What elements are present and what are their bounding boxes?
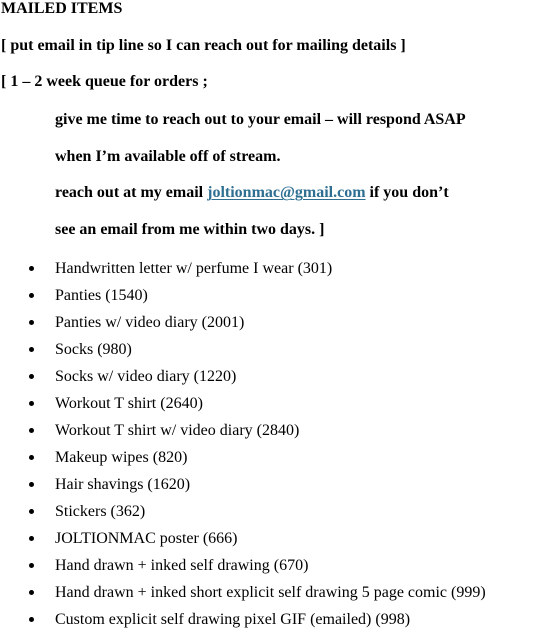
bullet-icon (29, 374, 34, 379)
instruction-line-email (55, 184, 449, 202)
list-item-label: Workout T shirt (2640) (55, 395, 203, 412)
instruction-line-respond: give me time to reach out to your email – will respond ASAP (55, 111, 466, 128)
instruction-line-deadline: see an email from me within two days. ] (55, 221, 325, 238)
list-item-label: Hand drawn + inked short explicit self drawing 5 page comic (999) (55, 584, 486, 601)
bullet-icon (29, 563, 34, 568)
tip-line-note: [ put email in tip line so I can reach out for mailing details ] (1, 37, 406, 54)
bullet-icon (29, 428, 34, 433)
list-item-label: Hair shavings (1620) (55, 476, 191, 493)
list-item-label: Stickers (362) (55, 503, 146, 520)
page-title: MAILED ITEMS (1, 0, 123, 17)
list-item-label: JOLTIONMAC poster (666) (55, 530, 238, 547)
bullet-icon (29, 482, 34, 487)
bullet-icon (29, 401, 34, 406)
list-item-label: Socks (980) (55, 341, 132, 358)
list-item-label: Handwritten letter w/ perfume I wear (301) (55, 260, 333, 277)
list-item-label: Socks w/ video diary (1220) (55, 368, 237, 385)
bullet-icon (29, 590, 34, 595)
email-prefix-text: reach out at my email (55, 184, 208, 201)
bullet-icon (29, 617, 34, 622)
bullet-icon (29, 293, 34, 298)
email-link[interactable]: joltionmac@gmail.com (207, 184, 366, 201)
bullet-icon (29, 347, 34, 352)
instruction-line-availability: when I’m available off of stream. (55, 148, 281, 165)
queue-note: [ 1 – 2 week queue for orders ; (1, 73, 208, 90)
list-item-label: Panties w/ video diary (2001) (55, 314, 245, 331)
list-item-label: Makeup wipes (820) (55, 449, 188, 466)
list-item-label: Panties (1540) (55, 287, 148, 304)
bullet-icon (29, 536, 34, 541)
bullet-icon (29, 455, 34, 460)
bullet-icon (29, 266, 34, 271)
bullet-icon (29, 320, 34, 325)
email-suffix-text: if you don’t (365, 184, 449, 201)
list-item-label: Custom explicit self drawing pixel GIF (emailed) (998) (55, 611, 411, 628)
list-item-label: Hand drawn + inked self drawing (670) (55, 557, 309, 574)
bullet-icon (29, 509, 34, 514)
list-item-label: Workout T shirt w/ video diary (2840) (55, 422, 300, 439)
